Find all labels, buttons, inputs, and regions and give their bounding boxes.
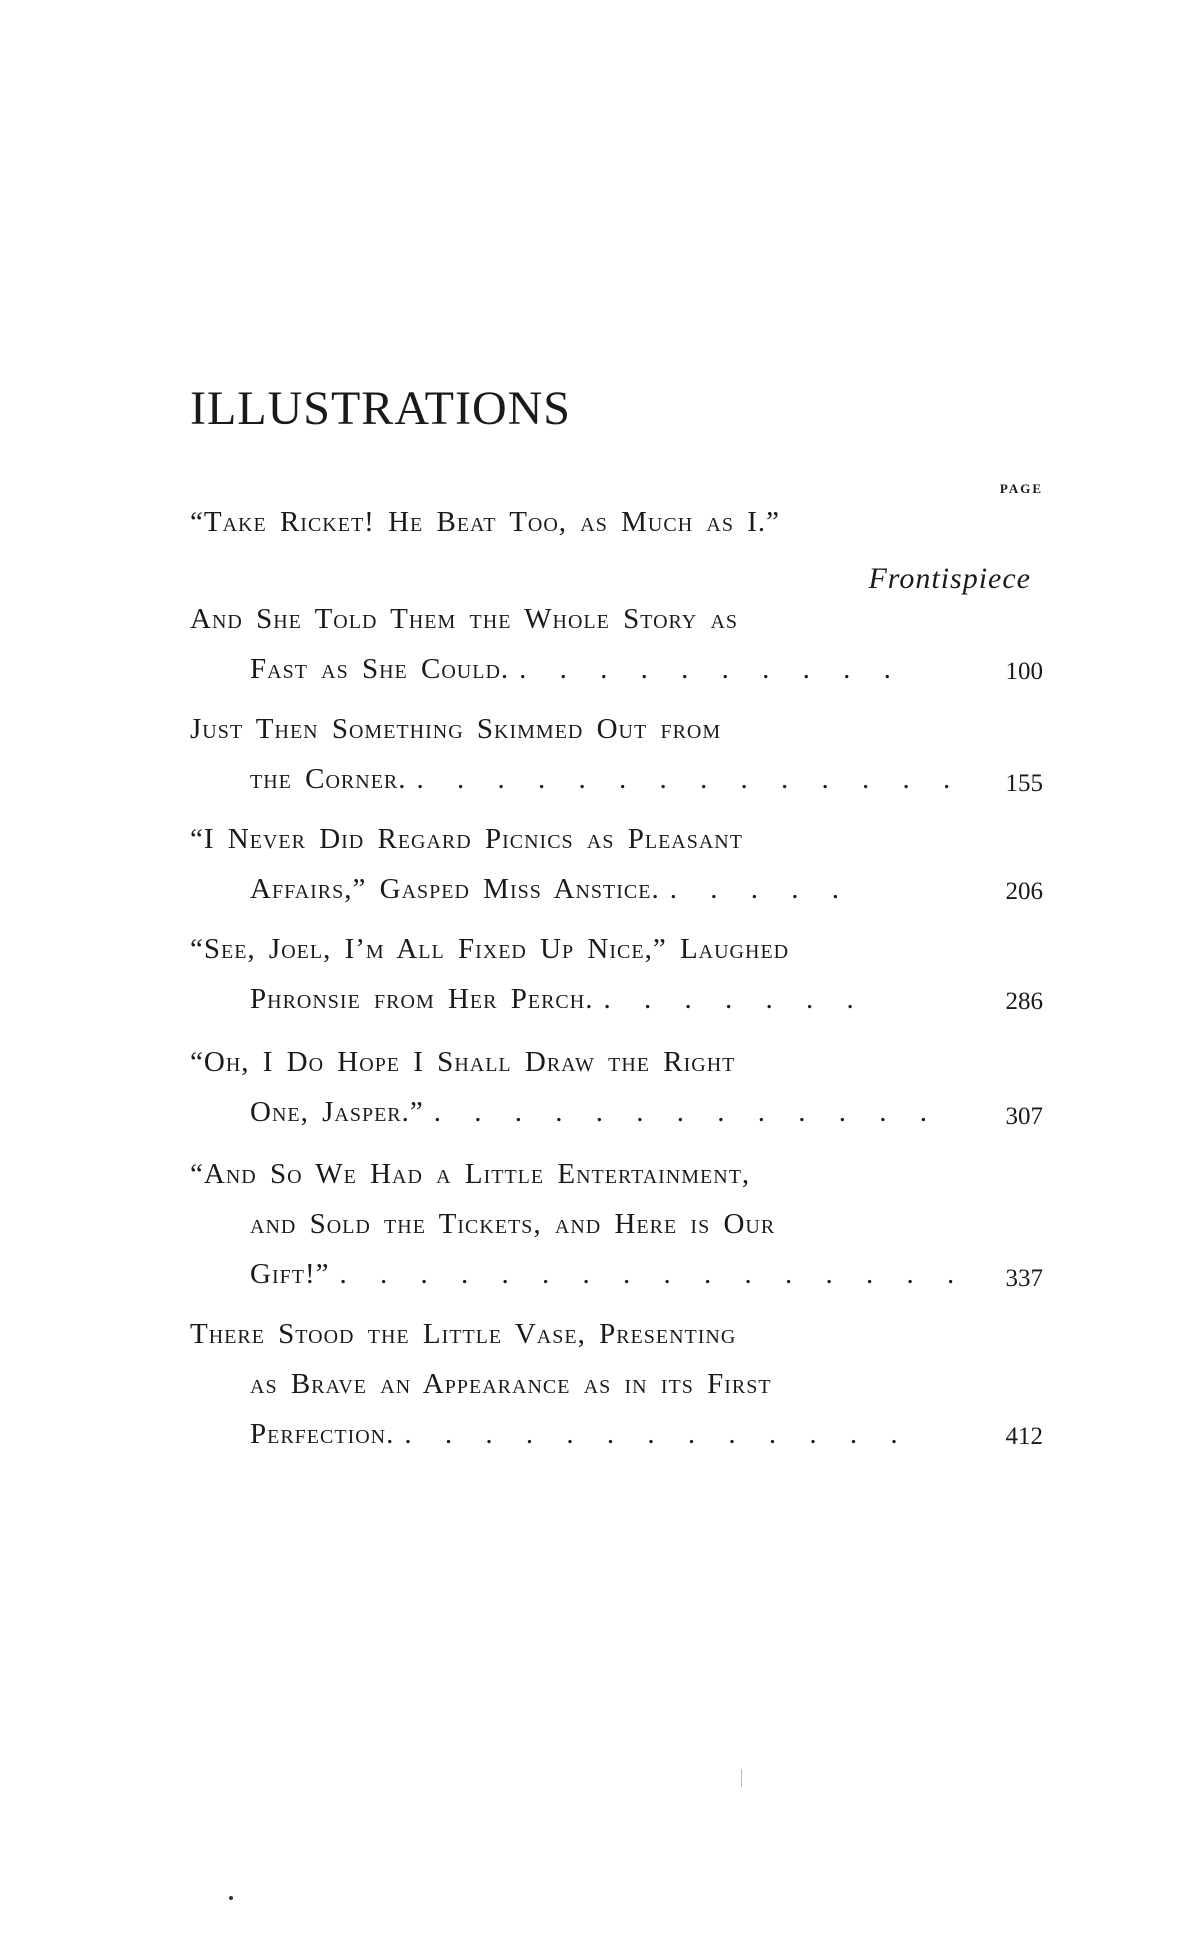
entry-caption-line: There Stood the Little Vase, Presenting [190,1318,737,1350]
page-number: 100 [1005,658,1043,685]
entry-caption-text: Gift!” [250,1258,330,1290]
print-artifact [741,1769,742,1787]
entry-caption-text: One, Jasper.” [250,1096,424,1128]
entry-caption-line [250,1098,940,1127]
entry-caption-line: and Sold the Tickets, and Here is Our [250,1208,776,1240]
frontispiece-label: Frontispiece [868,562,1031,595]
entry-caption-line: And She Told Them the Whole Story as [190,603,739,635]
entry-caption-line: “Take Ricket! He Beat Too, as Much as I.” [190,506,780,538]
entry-caption-text: Fast as She Could. [250,653,510,685]
entry-caption-text: Phronsie from Her Perch. [250,983,594,1015]
entry-caption-line [250,765,963,794]
page-number: 337 [1005,1265,1043,1292]
page-number: 412 [1005,1423,1043,1450]
entry-caption-line [250,1260,967,1289]
dot-leader: . . . . . [669,873,852,905]
entry-caption-line [250,1420,911,1449]
entry-caption-line: as Brave an Appearance as in its First [250,1368,772,1400]
entry-caption-text: Affairs,” Gasped Miss Anstice. [250,873,660,905]
dot-leader: . . . . . . . [603,983,867,1015]
dot-leader: . . . . . . . . . . . . . . . . [339,1258,968,1290]
page-title: ILLUSTRATIONS [190,382,571,435]
entry-caption-text: the Corner. [250,763,407,795]
entry-caption-line [250,655,904,684]
entry-caption-text: Perfection. [250,1418,395,1450]
entry-caption-line: “I Never Did Regard Picnics as Pleasant [190,823,743,855]
dot-leader: . . . . . . . . . . . . . [433,1096,941,1128]
print-artifact [229,1896,233,1900]
entry-caption-line: “See, Joel, I’m All Fixed Up Nice,” Laughed [190,933,790,965]
page-number: 286 [1005,988,1043,1015]
page-number: 307 [1005,1103,1043,1130]
page-column-header: PAGE [999,481,1043,496]
entry-caption-line: Just Then Something Skimmed Out from [190,713,722,745]
page-number: 206 [1005,878,1043,905]
dot-leader: . . . . . . . . . . [519,653,904,685]
dot-leader: . . . . . . . . . . . . . [404,1418,911,1450]
entry-caption-line: “And So We Had a Little Entertainment, [190,1158,751,1190]
dot-leader: . . . . . . . . . . . . . . [416,763,964,795]
entry-caption-line: “Oh, I Do Hope I Shall Draw the Right [190,1046,736,1078]
page-number: 155 [1005,770,1043,797]
entry-caption-line [250,875,852,904]
entry-caption-line [250,985,867,1014]
